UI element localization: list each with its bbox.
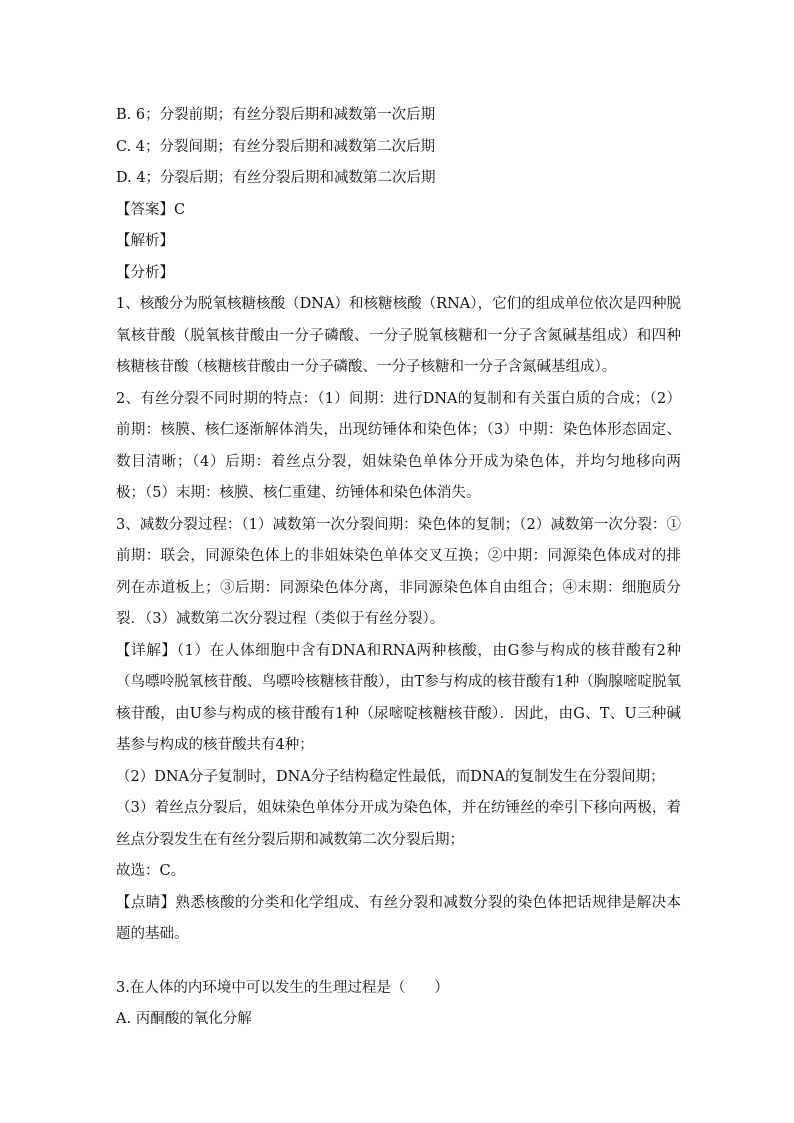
option-d: D. 4；分裂后期；有丝分裂后期和减数第二次后期 (116, 170, 436, 186)
answer-value: C (174, 201, 186, 218)
analysis-sub-heading: 【分析】 (116, 264, 174, 281)
detail-label: 【详解】 (116, 642, 177, 659)
question-3-stem: 3.在人体的内环境中可以发生的生理过程是（ ） (116, 979, 449, 996)
detail-paragraph-3: （3）着丝点分裂后，姐妹染色单体分开成为染色体，并在纺锤丝的牵引下移向两极，着丝点分裂发生在有丝分裂后期和减数第二次分裂后期； (116, 800, 681, 848)
analysis-point-1: 1、核酸分为脱氧核糖核酸（DNA）和核糖核酸（RNA），它们的组成单位依次是四种脱氧核苷酸（脱氧核苷酸由一分子磷酸、一分子脱氧核糖和一分子含氮碱基组成）和四种核糖核苷酸（核糖核苷酸由一分子磷酸、一分子核糖和一分子含氮碱基组成）。 (116, 296, 681, 375)
option-b: B. 6；分裂前期；有丝分裂后期和减数第一次后期 (116, 107, 436, 123)
detail-choice: 故选：C。 (116, 863, 186, 879)
question-3-option-a: A. 丙酮酸的氧化分解 (116, 1011, 252, 1027)
comment-paragraph (116, 888, 681, 951)
detail-paragraph-1 (116, 636, 681, 762)
document-page (116, 100, 681, 1036)
analysis-heading: 【解析】 (116, 233, 174, 249)
comment-label: 【点睛】 (116, 894, 176, 911)
section-gap (116, 951, 681, 973)
option-c: C. 4；分裂间期；有丝分裂后期和减数第二次后期 (116, 138, 436, 155)
analysis-point-3: 3、减数分裂过程：（1）减数第一次分裂间期：染色体的复制；（2）减数第一次分裂：①前期：联会，同源染色体上的非姐妹染色单体交叉互换；②中期：同源染色体成对的排列在赤道板上；③后期：同源染色体分离，非同源染色体自由组合；④末期：细胞质分裂．（3）减数第二次分裂过程（类似于有丝分裂）。 (116, 516, 681, 627)
answer-label: 【答案】 (116, 201, 174, 218)
detail-text-1: （1）在人体细胞中含有DNA和RNA两种核酸，由G参与构成的核苷酸有2种（鸟嘌呤脱氧核苷酸、鸟嘌呤核糖核苷酸），由T参与构成的核苷酸有1种（胸腺嘧啶脱氧核苷酸，由U参与构成的核苷酸有1种（尿嘧啶核糖核苷酸）．因此，由G、T、U三种碱基参与构成的核苷酸共有4种； (116, 642, 681, 753)
detail-paragraph-2: （2）DNA分子复制时，DNA分子结构稳定性最低，而DNA的复制发生在分裂间期； (116, 768, 665, 785)
comment-text: 熟悉核酸的分类和化学组成、有丝分裂和减数分裂的染色体把话规律是解决本题的基础。 (116, 894, 681, 942)
analysis-point-2: 2、有丝分裂不同时期的特点：（1）间期：进行DNA的复制和有关蛋白质的合成；（2）前期：核膜、核仁逐渐解体消失，出现纺锤体和染色体；（3）中期：染色体形态固定、数目清晰；（4）后期：着丝点分裂，姐妹染色单体分开成为染色体，并均匀地移向两极；（5）末期：核膜、核仁重建、纺锤体和染色体消失。 (116, 390, 681, 501)
answer-line (116, 195, 681, 227)
